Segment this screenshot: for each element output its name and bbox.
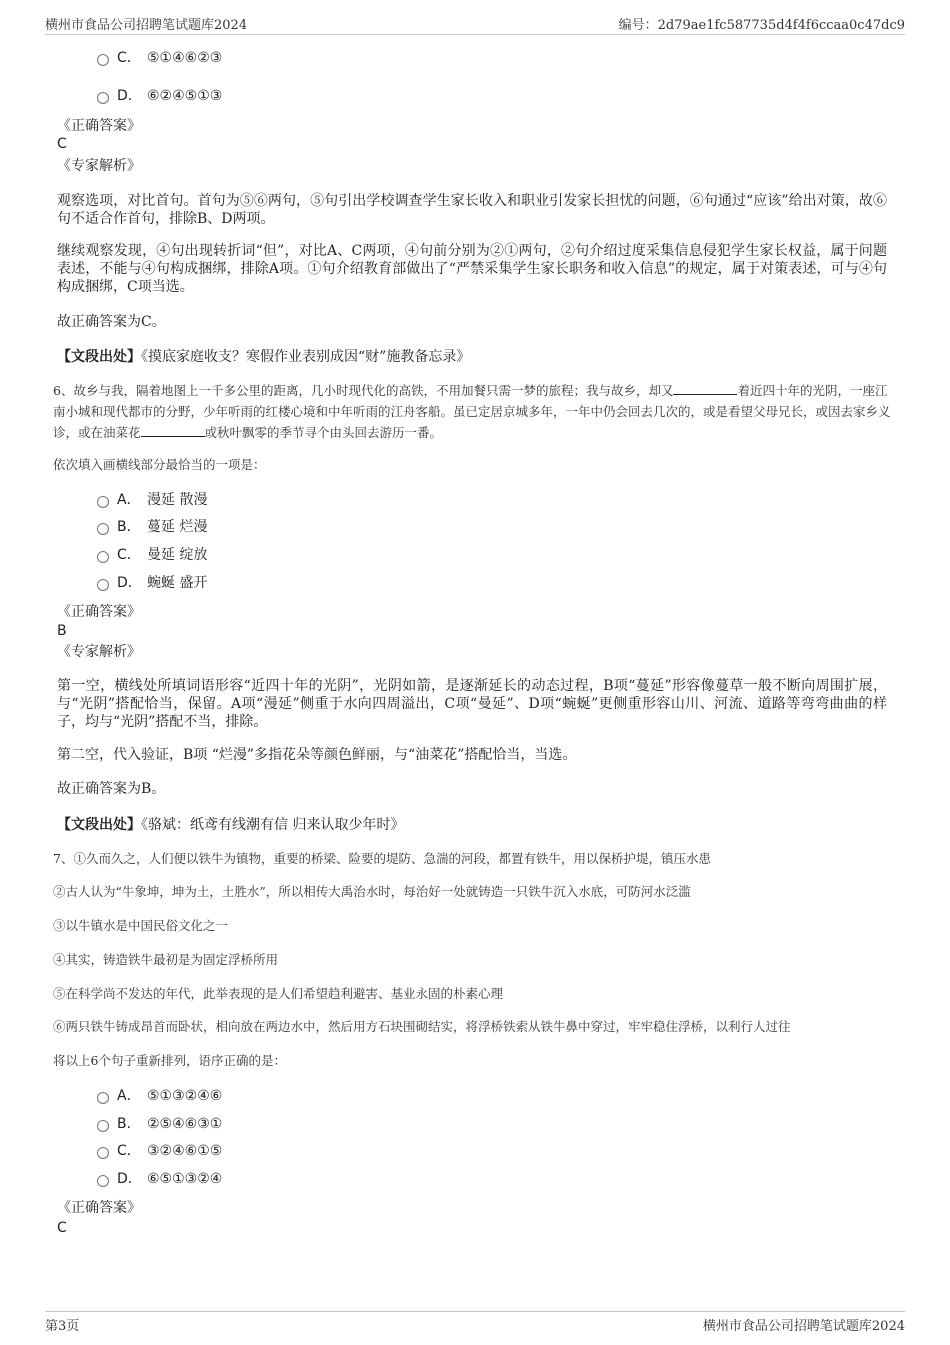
page-number: 第3页	[45, 1319, 80, 1334]
q7-sentence-1: 7、①久而久之，人们便以铁牛为镇物，重要的桥梁、险要的堤防、急湍的河段，都置有铁牛，用以保桥护堤，镇压水患	[53, 851, 711, 866]
q6-analysis-p3: 故正确答案为B。	[57, 781, 166, 797]
q7-prompt: 将以上6个句子重新排列，语序正确的是：	[53, 1053, 286, 1068]
q5-analysis-p1: 观察选项，对比首句。首句为⑤⑥两句，⑤句引出学校调查学生家长收入和职业引发家长担忧的问题，⑥句通过“应该”给出对策，故⑥句不适合作首句，排除B、D两项。	[57, 193, 887, 227]
q7-option-a[interactable]: A． ⑤①③②④⑥	[97, 1086, 222, 1106]
radio-icon[interactable]	[97, 1092, 109, 1104]
q5-option-c[interactable]: C． ⑤①④⑥②③	[97, 48, 222, 68]
fill-blank-1	[673, 382, 737, 395]
q6-option-d[interactable]: D． 蜿蜒 盛开	[97, 573, 207, 593]
q6-answer-label: 《正确答案》	[57, 604, 141, 620]
q6-answer: B	[57, 623, 67, 639]
radio-icon[interactable]	[97, 496, 109, 508]
page-footer	[45, 1311, 905, 1336]
q6-option-a[interactable]: A． 漫延 散漫	[97, 490, 207, 510]
q5-answer: C	[57, 136, 67, 152]
radio-icon[interactable]	[97, 92, 109, 104]
header-doc-id: 编号：2d79ae1fc587735d4f4f6ccaa0c47dc9	[618, 18, 905, 33]
source-title: 《骆斌：纸鸢有线潮有信 归来认取少年时》	[141, 817, 405, 833]
q7-option-c[interactable]: C． ③②④⑥①⑤	[97, 1141, 222, 1161]
radio-icon[interactable]	[97, 1175, 109, 1187]
source-title: 《摸底家庭收支？寒假作业表别成因“财”施教备忘录》	[141, 349, 471, 365]
q7-sentence-5: ⑤在科学尚不发达的年代，此举表现的是人们希望趋利避害、基业永固的朴素心理	[53, 986, 504, 1001]
q7-sentence-2: ②古人认为“牛象坤，坤为土，土胜水”，所以相传大禹治水时，每治好一处就铸造一只铁牛沉入水底，可防河水泛滥	[53, 884, 691, 899]
radio-icon[interactable]	[97, 551, 109, 563]
q6-analysis-p1: 第一空，横线处所填词语形容“近四十年的光阴”，光阴如箭，是逐渐延长的动态过程，B项“蔓延”形容像蔓草一般不断向周围扩展，与“光阴”搭配恰当，保留。A项“漫延”侧重于水向四周溢出，C项“曼延”、D项“蜿蜒”更侧重形容山川、河流、道路等弯弯曲曲的样子，均与“光阴”搭配不当，排除。	[57, 678, 887, 730]
q5-analysis-p2: 继续观察发现，④句出现转折词“但”，对比A、C两项，④句前分别为②①两句，②句介绍过度采集信息侵犯学生家长权益，属于问题表述，不能与④句构成捆绑，排除A项。①句介绍教育部做出了“严禁采集学生家长职务和收入信息”的规定，属于对策表述，可与④句构成捆绑，C项当选。	[57, 243, 887, 295]
q6-analysis-label: 《专家解析》	[57, 644, 141, 660]
footer-title: 横州市食品公司招聘笔试题库2024	[702, 1319, 905, 1334]
q6-source	[57, 814, 404, 834]
q7-sentence-4: ④其实，铸造铁牛最初是为固定浮桥所用	[53, 952, 279, 967]
q7-sentence-6: ⑥两只铁牛铸成昂首而卧状，相向放在两边水中，然后用方石块围砌结实，将浮桥铁索从铁牛鼻中穿过，牢牢稳住浮桥，以利行人过往	[53, 1019, 791, 1034]
q6-option-c[interactable]: C． 曼延 绽放	[97, 545, 207, 565]
q5-analysis-label: 《专家解析》	[57, 158, 141, 174]
q5-option-d[interactable]: D． ⑥②④⑤①③	[97, 86, 222, 106]
header-title: 横州市食品公司招聘笔试题库2024	[45, 18, 248, 33]
q7-option-d[interactable]: D． ⑥⑤①③②④	[97, 1169, 222, 1189]
radio-icon[interactable]	[97, 1147, 109, 1159]
radio-icon[interactable]	[97, 523, 109, 535]
radio-icon[interactable]	[97, 579, 109, 591]
fill-blank-2	[141, 424, 205, 437]
source-tag: 【文段出处】	[57, 817, 141, 833]
q5-analysis-p3: 故正确答案为C。	[57, 314, 166, 330]
q6-stem: 6、故乡与我，隔着地图上一千多公里的距离，几小时现代化的高铁，不用加餐只需一梦的旅程；我与故乡，却又 着近四十年的光阴，一座江南小城和现代都市的分野，少年听雨的红楼心境和中年听雨的江舟客船。虽已定居京城多年，一年中仍会回去几次的，或是看望父母兄长，或因去家乡义诊，或在油菜花 或秋叶飘零的季节寻个由头回去游历一番。	[53, 383, 891, 440]
radio-icon[interactable]	[97, 1120, 109, 1132]
source-tag: 【文段出处】	[57, 349, 141, 365]
q6-option-b[interactable]: B． 蔓延 烂漫	[97, 517, 207, 537]
q5-source	[57, 346, 470, 366]
q7-sentence-3: ③以牛镇水是中国民俗文化之一	[53, 918, 229, 933]
q7-answer: C	[57, 1220, 67, 1236]
q7-answer-label: 《正确答案》	[57, 1200, 141, 1216]
q6-analysis-p2: 第二空，代入验证，B项 “烂漫”多指花朵等颜色鲜丽，与“油菜花”搭配恰当，当选。	[57, 747, 577, 763]
q5-answer-label: 《正确答案》	[57, 118, 141, 134]
page-header	[45, 14, 905, 35]
q7-option-b[interactable]: B． ②⑤④⑥③①	[97, 1114, 222, 1134]
q6-prompt: 依次填入画横线部分最恰当的一项是：	[53, 457, 266, 472]
radio-icon[interactable]	[97, 54, 109, 66]
